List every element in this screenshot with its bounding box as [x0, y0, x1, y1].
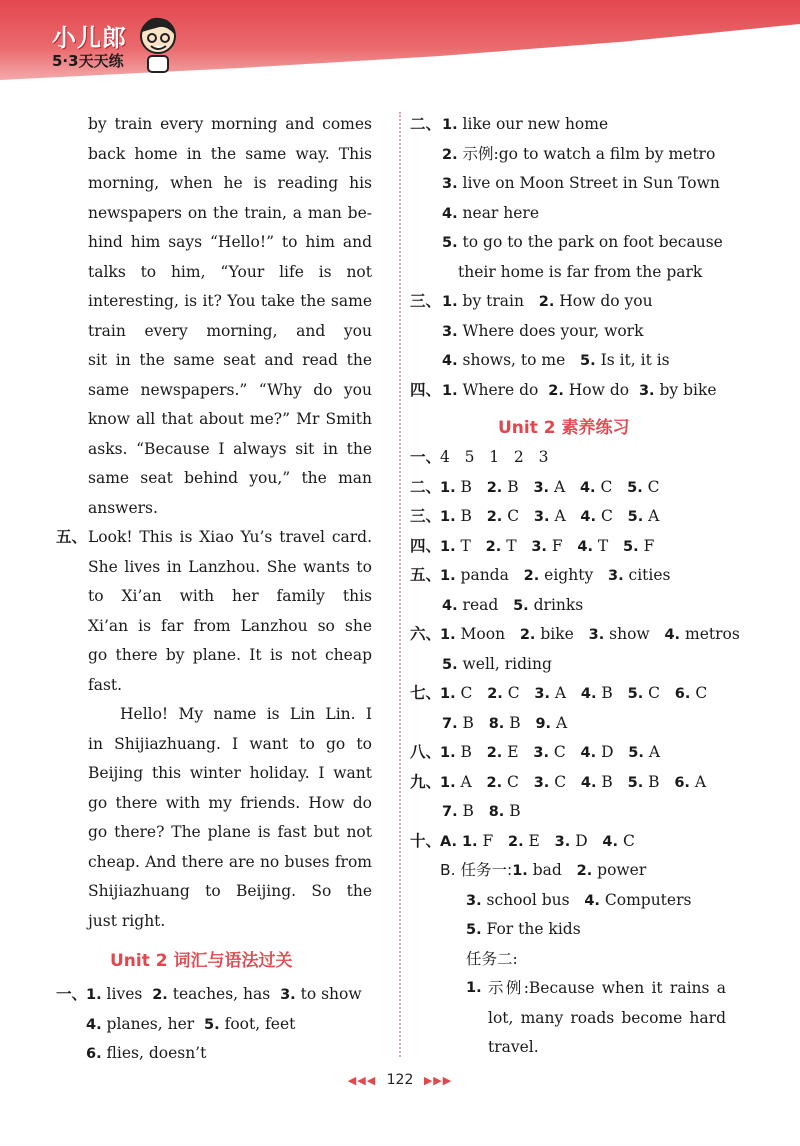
- answer-line: 4 5 1 2 3: [440, 448, 549, 466]
- item-number: 2.: [548, 382, 564, 399]
- item-number: 2.: [152, 987, 168, 1003]
- item-number: 3.: [638, 382, 655, 399]
- section-label: 二、: [410, 115, 442, 133]
- passage-line: Xi’an is far from Lanzhou so she: [88, 616, 372, 635]
- answer-line: [86, 980, 362, 1009]
- section-label: 一、: [410, 448, 442, 466]
- section-label: 八、: [410, 743, 442, 761]
- passage-line: go there? The plane is fast but not: [88, 823, 372, 841]
- section-label: 四、: [410, 380, 442, 399]
- item-text: A: [455, 772, 487, 791]
- item-text: power: [592, 861, 647, 879]
- item-text: school bus: [481, 890, 585, 909]
- item-number: 2.: [442, 146, 458, 163]
- item-text: B: [455, 477, 487, 496]
- answer-line: [442, 110, 608, 139]
- item-text: C: [455, 684, 488, 702]
- item-number: 3.: [442, 176, 458, 192]
- item-number: 3.: [554, 833, 571, 850]
- passage-line: same newspapers.” “Why do you: [88, 380, 372, 399]
- item-number: 4.: [580, 745, 597, 761]
- item-number: 2.: [486, 774, 503, 791]
- item-text: B: [455, 507, 487, 525]
- answer-line: [442, 591, 583, 620]
- item-text: A: [549, 684, 581, 702]
- passage-line: interesting, is it? You take the same: [88, 292, 372, 310]
- item-number: 2.: [576, 863, 593, 879]
- passage-line: go there by plane. It is not cheap: [88, 646, 372, 664]
- item-number: 3.: [280, 987, 296, 1003]
- item-number: 3.: [534, 686, 550, 702]
- section-label: 一、: [56, 985, 88, 1003]
- item-number: 2.: [538, 294, 555, 310]
- answer-line: [442, 376, 717, 405]
- item-number: 1.: [86, 987, 102, 1003]
- section-label: 三、: [410, 507, 442, 525]
- passage-line: know all that about me?” Mr Smith: [88, 410, 372, 428]
- answer-line: [442, 287, 653, 316]
- item-number: 5.: [628, 745, 644, 761]
- item-text: B: [457, 802, 489, 820]
- item-text: metros: [680, 625, 740, 643]
- passage-line: just right.: [88, 911, 166, 930]
- item-number: 5.: [627, 479, 643, 496]
- item-text: For the kids: [481, 920, 581, 938]
- item-number: 3.: [533, 509, 550, 525]
- answer-line: [442, 169, 720, 198]
- item-number: 1.: [512, 863, 528, 879]
- section-label: 九、: [410, 772, 442, 791]
- item-number: 2.: [519, 627, 536, 643]
- item-text: Where do: [457, 380, 549, 399]
- item-number: 1.: [442, 294, 458, 310]
- passage-line: cheap. And there are no buses from: [88, 852, 372, 871]
- answer-line: [442, 709, 567, 738]
- item-number: 4.: [442, 597, 458, 614]
- item-number: 5.: [580, 353, 596, 369]
- item-number: 3.: [531, 538, 547, 555]
- brand-name: 小儿郎: [52, 24, 127, 52]
- answer-line: [442, 650, 552, 679]
- item-text: shows, to me: [457, 351, 581, 369]
- task-label: 任务二:: [466, 949, 518, 968]
- item-number: 1.: [440, 479, 456, 496]
- passage-line: go there with my friends. How do: [88, 793, 372, 812]
- item-text: their home is far from the park: [458, 262, 703, 281]
- item-number: 3.: [607, 568, 624, 584]
- item-number: 4.: [664, 627, 681, 643]
- item-text: B: [502, 477, 534, 496]
- item-number: 1.: [442, 117, 458, 133]
- answer-line: [86, 1039, 206, 1068]
- section-label: 七、: [410, 684, 442, 702]
- item-text: E: [523, 831, 555, 850]
- answer-line: [442, 317, 643, 346]
- item-number: 8.: [488, 804, 505, 820]
- item-number: 4.: [579, 479, 596, 496]
- brand-subtitle: 5·3天天练: [52, 52, 124, 70]
- item-text: A: [549, 477, 580, 496]
- answer-line: [442, 199, 539, 228]
- item-number: 5.: [442, 235, 458, 251]
- item-text: C: [548, 743, 581, 761]
- answer-line: lot, many roads become hard: [488, 1008, 726, 1027]
- item-number: 3.: [588, 627, 605, 643]
- item-text: B: [457, 713, 489, 732]
- item-number: 3.: [442, 323, 458, 340]
- item-number: 1.: [440, 627, 456, 643]
- passage-line: fast.: [88, 675, 123, 694]
- item-number: 5.: [627, 686, 644, 702]
- item-number: 2.: [486, 509, 503, 525]
- item-number: 1.: [466, 980, 482, 996]
- item-text: B: [504, 802, 521, 820]
- item-text: A: [643, 507, 660, 525]
- passage-line: answers.: [88, 498, 158, 517]
- answer-line: [442, 140, 715, 169]
- item-number: 4.: [577, 538, 593, 555]
- item-text: C: [502, 772, 534, 791]
- item-text: C: [643, 684, 675, 702]
- item-number: 3.: [533, 774, 550, 791]
- item-text: by train: [457, 292, 539, 310]
- item-number: 7.: [442, 804, 458, 820]
- item-number: 2.: [487, 686, 503, 702]
- answer-line: [458, 258, 702, 287]
- item-text: teaches, has: [167, 985, 281, 1003]
- task-label: B. 任务一:: [440, 861, 513, 879]
- item-text: bike: [535, 625, 589, 643]
- item-text: C: [595, 477, 628, 496]
- item-number: 2.: [523, 568, 540, 584]
- answer-line: [440, 679, 707, 708]
- answer-line: [440, 620, 740, 649]
- passage-line: Beijing this winter holiday. I want: [88, 764, 372, 782]
- section-label: 四、: [410, 536, 442, 555]
- item-text: to go to the park on foot because: [457, 233, 723, 251]
- item-text: T: [593, 536, 624, 555]
- item-number: 5.: [623, 538, 639, 555]
- item-text: foot, feet: [219, 1014, 296, 1033]
- item-text: C: [502, 684, 535, 702]
- item-text: bad: [527, 861, 577, 879]
- item-text: like our new home: [457, 115, 609, 133]
- item-text: panda: [455, 566, 524, 584]
- answer-line: [440, 502, 659, 531]
- section-label: 三、: [410, 292, 442, 310]
- item-number: 1.: [440, 686, 456, 702]
- item-number: 2.: [486, 745, 503, 761]
- item-number: 1.: [440, 568, 456, 584]
- passage-line: hind him says “Hello!” to him and: [88, 233, 372, 251]
- passage-line: by train every morning and comes: [88, 115, 372, 133]
- answer-line: travel.: [488, 1038, 539, 1056]
- answer-line: [86, 1010, 295, 1039]
- item-number: 8.: [488, 715, 505, 732]
- right-arrows-icon: ▶▶▶: [423, 1074, 453, 1087]
- page-footer: [0, 1072, 800, 1088]
- section-label: 五、: [56, 528, 88, 546]
- item-number: 1.: [440, 509, 456, 525]
- passage-line: sit in the same seat and read the: [88, 351, 372, 369]
- item-number: 7.: [442, 715, 458, 732]
- item-number: 1.: [440, 538, 456, 555]
- passage-line: to Xi’an with her family this: [88, 587, 372, 605]
- section-label: 五、: [410, 566, 442, 584]
- item-text: B: [455, 743, 487, 761]
- item-text: read: [457, 595, 514, 614]
- unit-title-vocab: Unit 2 词汇与语法过关: [110, 951, 293, 971]
- item-text: E: [502, 743, 534, 761]
- item-number: 6.: [674, 774, 690, 791]
- answer-line: [466, 915, 581, 944]
- item-text: drinks: [528, 595, 584, 614]
- answer-line: [440, 738, 660, 767]
- item-number: 3.: [533, 745, 549, 761]
- item-text: cities: [623, 566, 671, 584]
- item-text: near here: [457, 203, 540, 222]
- answer-line: [440, 856, 646, 885]
- item-number: 4.: [580, 509, 597, 525]
- item-number: 4.: [442, 353, 458, 369]
- item-number: 4.: [580, 774, 597, 791]
- item-text: lives: [101, 985, 153, 1003]
- answer-line: [440, 473, 660, 502]
- item-number: 1.: [440, 745, 456, 761]
- section-label: 六、: [410, 625, 442, 643]
- item-text: well, riding: [457, 654, 552, 673]
- item-text: live on Moon Street in Sun Town: [457, 174, 720, 192]
- answer-line: [442, 797, 521, 826]
- mascot-icon: [136, 14, 180, 74]
- answer-line: [440, 561, 670, 590]
- item-number: 4.: [584, 892, 600, 909]
- item-text: How do: [563, 380, 639, 399]
- item-text: A: [643, 743, 661, 761]
- item-number: A.: [440, 833, 457, 850]
- item-text: A: [689, 772, 707, 791]
- item-text: B: [596, 684, 628, 702]
- item-number: 1.: [461, 833, 478, 850]
- left-arrows-icon: ◀◀◀: [347, 1074, 377, 1087]
- passage-line: talks to him, “Your life is not: [88, 262, 372, 281]
- item-number: 2.: [485, 538, 502, 555]
- item-text: eighty: [539, 566, 608, 584]
- passage-line: She lives in Lanzhou. She wants to: [88, 557, 372, 576]
- passage-line: morning, when he is reading his: [88, 174, 372, 192]
- item-text: D: [570, 831, 603, 850]
- item-text: C: [690, 684, 708, 702]
- item-text: C: [618, 831, 635, 850]
- item-text: 示例:go to watch a film by metro: [457, 144, 716, 163]
- item-number: 5.: [442, 656, 458, 673]
- answer-line: [442, 228, 723, 257]
- item-text: Computers: [599, 890, 692, 909]
- page-number: 122: [386, 1072, 414, 1088]
- item-text: C: [549, 772, 581, 791]
- passage-line: asks. “Because I always sit in the: [88, 439, 372, 458]
- item-number: 5.: [513, 597, 529, 614]
- item-number: 4.: [580, 686, 597, 702]
- item-text: B: [643, 772, 675, 791]
- item-number: 6.: [86, 1046, 102, 1062]
- item-text: C: [596, 507, 628, 525]
- item-text: by bike: [654, 380, 717, 399]
- column-divider: [399, 112, 401, 1057]
- passage-line: in Shijiazhuang. I want to go to: [88, 734, 372, 753]
- item-text: F: [546, 536, 578, 555]
- item-number: 4.: [86, 1016, 102, 1033]
- answer-line: [440, 532, 654, 561]
- item-text: T: [501, 536, 532, 555]
- item-text: show: [604, 625, 665, 643]
- passage-line: Hello! My name is Lin Lin. I: [120, 705, 372, 723]
- passage-line: same seat behind you,” the man: [88, 469, 372, 487]
- answer-line: [442, 346, 670, 375]
- item-text: C: [642, 477, 660, 496]
- brand-logo: [46, 14, 176, 78]
- section-label: 十、: [410, 831, 442, 850]
- item-text: planes, her: [101, 1014, 205, 1033]
- item-number: 9.: [535, 715, 552, 732]
- answer-line: [466, 886, 691, 915]
- item-number: 5.: [466, 922, 482, 938]
- item-text: B: [596, 772, 628, 791]
- item-number: 4.: [602, 833, 619, 850]
- item-text: A: [551, 713, 568, 732]
- passage-line: Shijiazhuang to Beijing. So the: [88, 882, 372, 900]
- item-text: T: [455, 536, 486, 555]
- item-text: C: [502, 507, 534, 525]
- passage-line: Look! This is Xiao Yu’s travel card.: [88, 528, 372, 546]
- item-number: 3.: [533, 479, 550, 496]
- passage-line: back home in the same way. This: [88, 144, 372, 163]
- item-number: 2.: [508, 833, 524, 850]
- item-number: 3.: [466, 892, 482, 909]
- item-text: Moon: [455, 625, 520, 643]
- item-text: F: [477, 831, 509, 850]
- item-text: F: [638, 536, 655, 555]
- item-number: 5.: [204, 1016, 220, 1033]
- item-text: B: [504, 713, 536, 732]
- item-number: 2.: [486, 479, 503, 496]
- item-text: flies, doesn’t: [101, 1044, 207, 1062]
- answer-line: [440, 827, 635, 856]
- item-text: A: [549, 507, 581, 525]
- passage-line: newspapers on the train, a man be-: [88, 203, 372, 222]
- section-label: 二、: [410, 477, 442, 496]
- answer-line: [440, 768, 706, 797]
- item-text: Is it, it is: [595, 351, 670, 369]
- item-number: 1.: [440, 774, 456, 791]
- item-number: 6.: [674, 686, 691, 702]
- item-number: 5.: [627, 774, 644, 791]
- item-text: to show: [295, 985, 362, 1003]
- item-text: D: [596, 743, 629, 761]
- unit-title-practice: Unit 2 素养练习: [498, 418, 630, 438]
- item-number: 1.: [442, 382, 458, 399]
- item-number: 4.: [442, 205, 458, 222]
- passage-line: train every morning, and you: [88, 321, 372, 340]
- item-text: Where does your, work: [457, 321, 644, 340]
- item-number: 5.: [627, 509, 644, 525]
- item-text: How do you: [554, 292, 653, 310]
- answer-line: 示例:Because when it rains a: [488, 979, 726, 997]
